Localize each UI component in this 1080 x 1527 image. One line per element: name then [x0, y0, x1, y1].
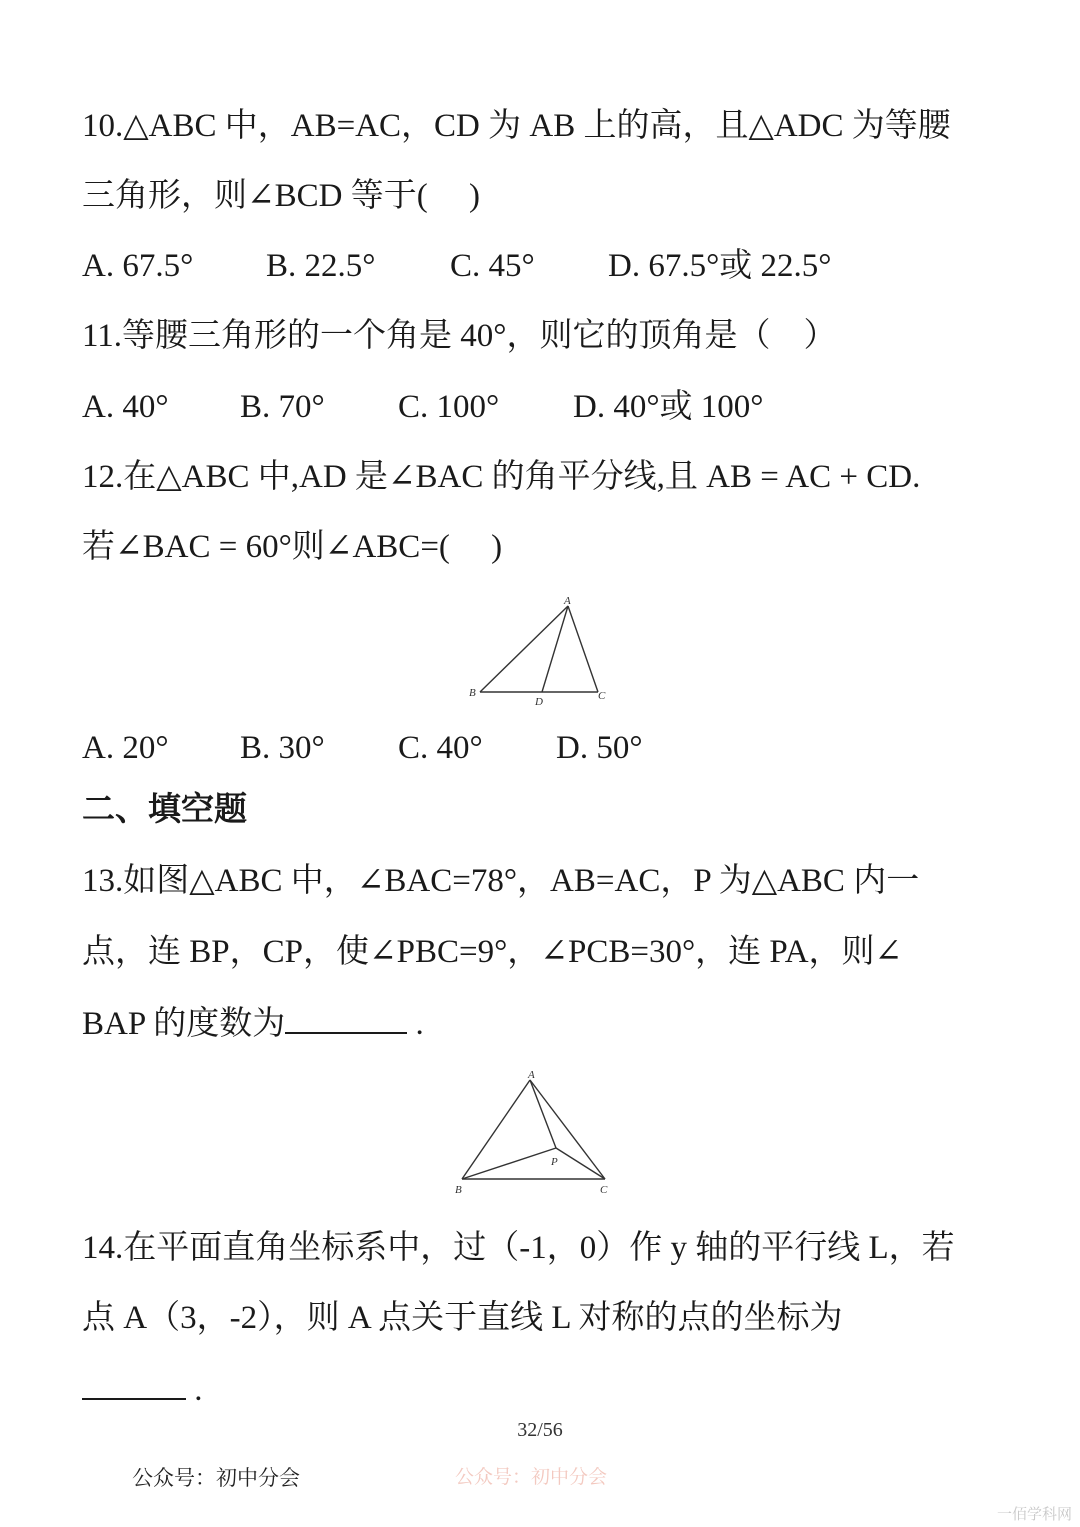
- q12-label-c: C: [598, 690, 606, 702]
- q10-line1: 10.△ABC 中，AB=AC，CD 为 AB 上的高，且△ADC 为等腰: [82, 108, 951, 144]
- q10-option-a: A. 67.5°: [82, 248, 194, 284]
- q11-option-b: B. 70°: [240, 389, 325, 425]
- q13-label-a: A: [528, 1069, 535, 1081]
- q11-option-d: D. 40°或 100°: [573, 389, 764, 425]
- q10-option-c: C. 45°: [450, 248, 535, 284]
- q13-line1: 13.如图△ABC 中，∠BAC=78°，AB=AC，P 为△ABC 内一: [82, 863, 920, 899]
- q10-option-b: B. 22.5°: [266, 248, 376, 284]
- q13-label-p: P: [551, 1156, 558, 1168]
- q13-segment-cp: [556, 1148, 605, 1179]
- q12-option-c: C. 40°: [398, 730, 483, 766]
- q11-option-a: A. 40°: [82, 389, 169, 425]
- q14-answer-blank: [82, 1368, 186, 1400]
- q10-line2: 三角形，则∠BCD 等于( ): [82, 178, 480, 214]
- q14-line3: [82, 1368, 203, 1410]
- q13-segment-ac: [530, 1080, 605, 1179]
- q13-segment-ap: [530, 1080, 556, 1148]
- q14-line3-period: .: [186, 1372, 203, 1408]
- q14-line2: 点 A（3，-2），则 A 点关于直线 L 对称的点的坐标为: [82, 1300, 843, 1336]
- q12-label-b: B: [469, 687, 476, 699]
- q13-line3: [82, 1002, 424, 1044]
- section-heading: 二、填空题: [82, 789, 247, 828]
- q13-line3-period: .: [407, 1006, 424, 1042]
- q14-line1: 14.在平面直角坐标系中，过（-1，0）作 y 轴的平行线 L，若: [82, 1230, 955, 1266]
- q13-line2: 点，连 BP，CP，使∠PBC=9°，∠PCB=30°，连 PA，则∠: [82, 934, 903, 970]
- page-number: 32/56: [517, 1419, 563, 1441]
- q12-option-a: A. 20°: [82, 730, 169, 766]
- q12-line1: 12.在△ABC 中,AD 是∠BAC 的角平分线,且 AB = AC + CD.: [82, 459, 921, 495]
- q11-line1: 11.等腰三角形的一个角是 40°，则它的顶角是（ ）: [82, 318, 837, 354]
- q13-answer-blank: [285, 1002, 407, 1034]
- q13-label-b: B: [455, 1184, 462, 1196]
- q13-segment-bp: [462, 1148, 556, 1179]
- q13-triangle-figure: [448, 1064, 618, 1200]
- q12-triangle-figure: [460, 592, 620, 710]
- q13-segment-ab: [462, 1080, 530, 1179]
- q13-label-c: C: [600, 1184, 608, 1196]
- q12-option-b: B. 30°: [240, 730, 325, 766]
- q12-label-a: A: [564, 595, 571, 607]
- q12-label-d: D: [535, 696, 543, 708]
- q12-line2: 若∠BAC = 60°则∠ABC=( ): [82, 529, 503, 565]
- q13-line3-text: BAP 的度数为: [82, 1006, 286, 1042]
- q10-option-d: D. 67.5°或 22.5°: [608, 248, 832, 284]
- corner-watermark: 一佰学科网: [996, 1505, 1072, 1523]
- q12-segment-ac: [568, 606, 598, 692]
- footer-account-label: 公众号：初中分会: [132, 1466, 300, 1490]
- q12-option-d: D. 50°: [556, 730, 643, 766]
- q11-option-c: C. 100°: [398, 389, 500, 425]
- footer-faded-account-label: 公众号：初中分会: [455, 1466, 608, 1488]
